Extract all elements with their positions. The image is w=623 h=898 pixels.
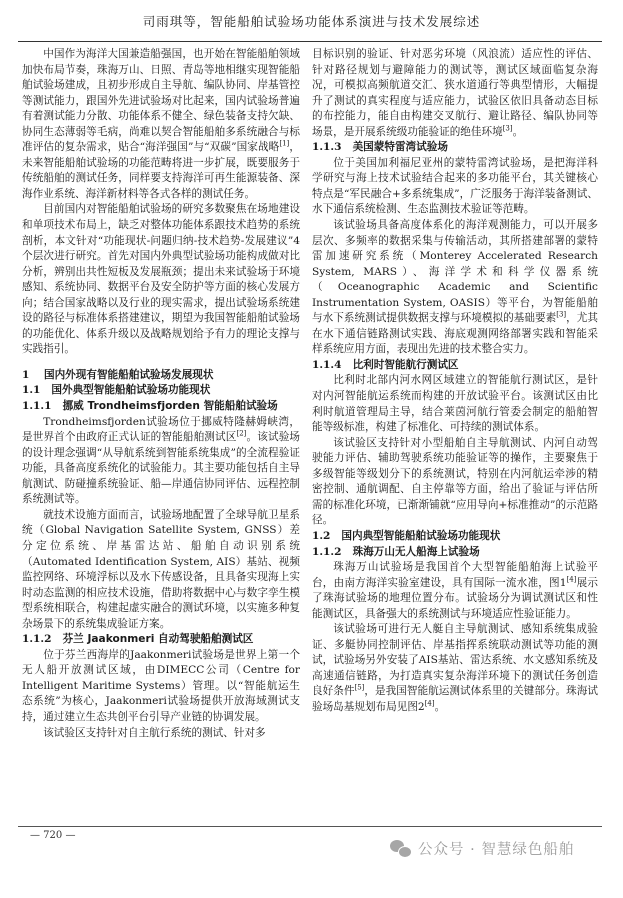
section-title: 珠海万山无人船海上试验场 xyxy=(352,545,480,558)
section-number: 1.1.2 xyxy=(312,545,342,558)
citation: [2] xyxy=(236,429,247,438)
paragraph xyxy=(312,622,598,715)
citation: [4] xyxy=(566,575,577,584)
text: 珠海万山试验场是我国首个大型智能船舶海上试验平台，由南方海洋实验室建设，具有国际一流水准，图1 xyxy=(312,561,598,589)
right-column xyxy=(312,47,598,716)
section-number: 1.1.1 xyxy=(22,400,52,413)
section-title: 芬兰 Jaakonmeri 自动驾驶船舶测试区 xyxy=(62,633,254,646)
intro-paragraph-2: 目前国内对智能船舶试验场的研究多数聚焦在场地建设和单项技术布局上，缺乏对整体功能体系跟技术趋势的系统剖析，本文针对“功能现状-问题归纳-技术趋势-发展建议”4个层次进行研究。首先对国内外典型试验场功能构成做对比分析，辨别出共性短板及发展瓶颈；提出未来试验场于环境感知、系统协同、数据平台及安全防护等方面的核心发展方向；结合国家战略以及行业的现实需求，提出试验场系统建设的路径与标准体系搭建建议，期望为我国智能船舶试验场的功能优化、体系升级以及战略规划给予有力的理论支撑与实践指引。 xyxy=(22,203,300,356)
spacer xyxy=(22,358,300,368)
section-number: 1.2 xyxy=(312,529,331,542)
running-title: 司雨琪等，智能船舶试验场功能体系演进与技术发展综述 xyxy=(142,14,481,29)
paragraph xyxy=(22,415,300,508)
section-number: 1.1 xyxy=(22,384,41,397)
paragraph xyxy=(312,218,598,358)
text: ，尤其在水下通信链路测试实践、海底观测网络部署实践和智能采样系统应用方面，表现出先进的技术整合实力。 xyxy=(312,312,599,356)
text: 。 xyxy=(512,125,524,138)
section-heading-1-1-2-domestic xyxy=(312,545,598,561)
text: 该试验场可进行无人艇自主导航测试、感知系统集成验证、多艇协同控制评估、岸基指挥系统联动测试等功能的测试，试验场另外安装了AIS基站、雷达系统、水文感知系统及高速通信链路，为打造真实复杂海洋环境下的测试任务创造良好条件 xyxy=(312,623,598,698)
text: 展示了珠海试验场的地理位置分布。试验场分为调试测试区和性能测试区，具备强大的系统测试与环境适应性验证能力。 xyxy=(312,576,598,620)
paragraph: 该试验区支持针对自主航行系统的测试、针对多 xyxy=(43,726,266,739)
text: 目标识别的验证、针对恶劣环境（风浪流）适应性的评估、针对路径规划与避障能力的测试等，测试区域面临复杂海况，可模拟高频航道交汇、狭水道通行等典型情形，大幅提升了测试的真实程度与适应能力，试验区依旧具备动态目标的布控能力，能自由构建交叉航行、避让路径、编队协同等场景，是开展系统级功能验证的绝佳环境 xyxy=(312,48,598,138)
section-number: 1.1.2 xyxy=(22,633,52,646)
citation: [3] xyxy=(556,310,567,319)
text: ，是我国智能航运测试体系里的关键部分。珠海试验场岛基规划布局见图2 xyxy=(312,685,599,713)
citation: [3] xyxy=(502,124,513,133)
section-heading-1-1 xyxy=(22,383,300,399)
section-heading-1-1-2 xyxy=(22,632,300,648)
section-number: 1.1.3 xyxy=(312,141,342,154)
section-title: 国内外现有智能船舶试验场发展现状 xyxy=(44,368,214,381)
section-title: 比利时智能航行测试区 xyxy=(352,358,459,371)
watermark xyxy=(390,838,574,859)
section-number: 1.1.4 xyxy=(312,358,342,371)
paragraph: 位于芬兰西海岸的Jaakonmeri试验场是世界上第一个无人船开放测试区域，由DIMECC公司（Centre for Intelligent Maritime Systems）管理。以“智能航运生态系统”为核心，Jaakonmeri试验场提供开放海域测试支持，通过建立生态共创平台引导产业链的协调发展。 xyxy=(22,648,300,723)
section-number: 1 xyxy=(22,368,30,381)
paragraph xyxy=(312,560,598,622)
text: 。该试验场的设计理念强调“从导航系统到智能系统集成”的全流程验证功能，具备高度系统化的试验能力。其主要功能包括自主导航测试、防碰撞系统验证、船—岸通信协同评估、远程控制系统测试等。 xyxy=(22,431,301,506)
text: Trondheimsfjorden试验场位于挪威特隆赫姆峡湾，是世界首个由政府正式认证的智能船舶测试区 xyxy=(22,415,300,444)
watermark-text: 公众号 · 智慧绿色船舶 xyxy=(418,842,575,858)
text: 该试验场具备高度体系化的海洋观测能力，可以开展多层次、多频率的数据采集与传输活动，其所搭建部署的蒙特雷加速研究系统（Monterey Accelerated Research System, MARS）、海洋学术和科学仪器系统（Oceanographic Academic and Scientific Instrumentation System, OASIS）等平台，为智能船舶与水下系统测试提供数据支撑与环境模拟的基础要素 xyxy=(312,219,598,325)
paragraph-continued xyxy=(312,47,598,140)
paragraph: 就技术设施方面而言，试验场地配置了全球导航卫星系统（Global Navigation Satellite System, GNSS）差分定位系统、岸基雷达站、船舶自动识别系统（Automated Identification System, AIS）基站、视频监控网络、环境浮标以及水下传感设备，且具备实现海上实时动态监测的相应技术设施，借助将数据中心与数字孪生模型系统相联合，构建起虚实融合的测试环境，以实施多种复杂场景下的系统集成验证方案。 xyxy=(22,508,300,630)
section-title: 挪威 Trondheimsfjorden 智能船舶试验场 xyxy=(62,400,278,413)
citation: [1] xyxy=(279,139,290,148)
intro-paragraph-1 xyxy=(22,47,300,202)
section-title: 国内典型智能船舶试验场功能现状 xyxy=(341,529,501,542)
section-heading-1-1-4 xyxy=(312,358,598,374)
citation: [5] xyxy=(354,683,365,692)
header-rule xyxy=(18,41,602,42)
left-column xyxy=(22,47,300,741)
paragraph: 位于美国加利福尼亚州的蒙特雷湾试验场，是把海洋科学研究与海上技术试验结合起来的多功能平台，其关键核心特点是“军民融合+多系统集成”，广泛服务于海洋装备测试、水下通信系统检测、生态监测技术验证等范畴。 xyxy=(312,156,598,216)
section-heading-1-1-1 xyxy=(22,399,300,415)
footer-rule xyxy=(18,826,602,827)
section-heading-1-2 xyxy=(312,529,598,545)
section-heading-1 xyxy=(22,368,300,384)
page-number: — 720 — xyxy=(30,830,76,841)
paragraph: 比利时北部内河水网区域建立的智能航行测试区，是针对内河智能航运系统而构建的开放试验平台。该测试区由比利时航道管理局主导，结合莱茵河航行管委会制定的船舶智能等级标准，构建了标准化、可持续的测试体系。 xyxy=(312,374,598,434)
section-title: 国外典型智能船舶试验场功能现状 xyxy=(51,384,211,397)
paragraph: 该试验区支持针对小型船舶自主导航测试、内河自动驾驶能力评估、辅助驾驶系统功能验证等的操作，主要聚焦于多级智能等级划分下的系统测试，特别在内河航运牵涉的精密控制、通航调配、自主停靠等方面，给出了验证与评估所需的标准化环境，已渐渐铺就“应用导向+标准推动”的示范路径。 xyxy=(312,436,598,527)
wechat-icon xyxy=(390,840,412,858)
text: ，未来智能船舶试验场的功能范畴将进一步扩展，既要服务于传统船舶的测试任务，同样要支持海洋可再生能源装备、深海作业系统、海洋新材料等各式各样的测试任务。 xyxy=(22,141,300,200)
section-heading-1-1-3 xyxy=(312,140,598,156)
section-title: 美国蒙特雷湾试验场 xyxy=(352,141,448,154)
citation: [4] xyxy=(424,699,435,708)
text: 。 xyxy=(434,700,446,713)
text: 中国作为海洋大国兼造船强国，也开始在智能船舶领域加快布局节奏，珠海万山、日照、青岛等地相继实现智能船舶试验场建成，且初步形成自主导航、编队协同、岸基管控等测试能力，跟国外先进试验场对比起来，国内试验场普遍有着测试能力分散、功能体系不健全、绿色装备支持欠缺、协同生态薄弱等毛病，尚难以契合智能船舶多系统融合与标准评估的复杂需求，贴合“海洋强国”与“双碳”国家战略 xyxy=(22,48,300,154)
